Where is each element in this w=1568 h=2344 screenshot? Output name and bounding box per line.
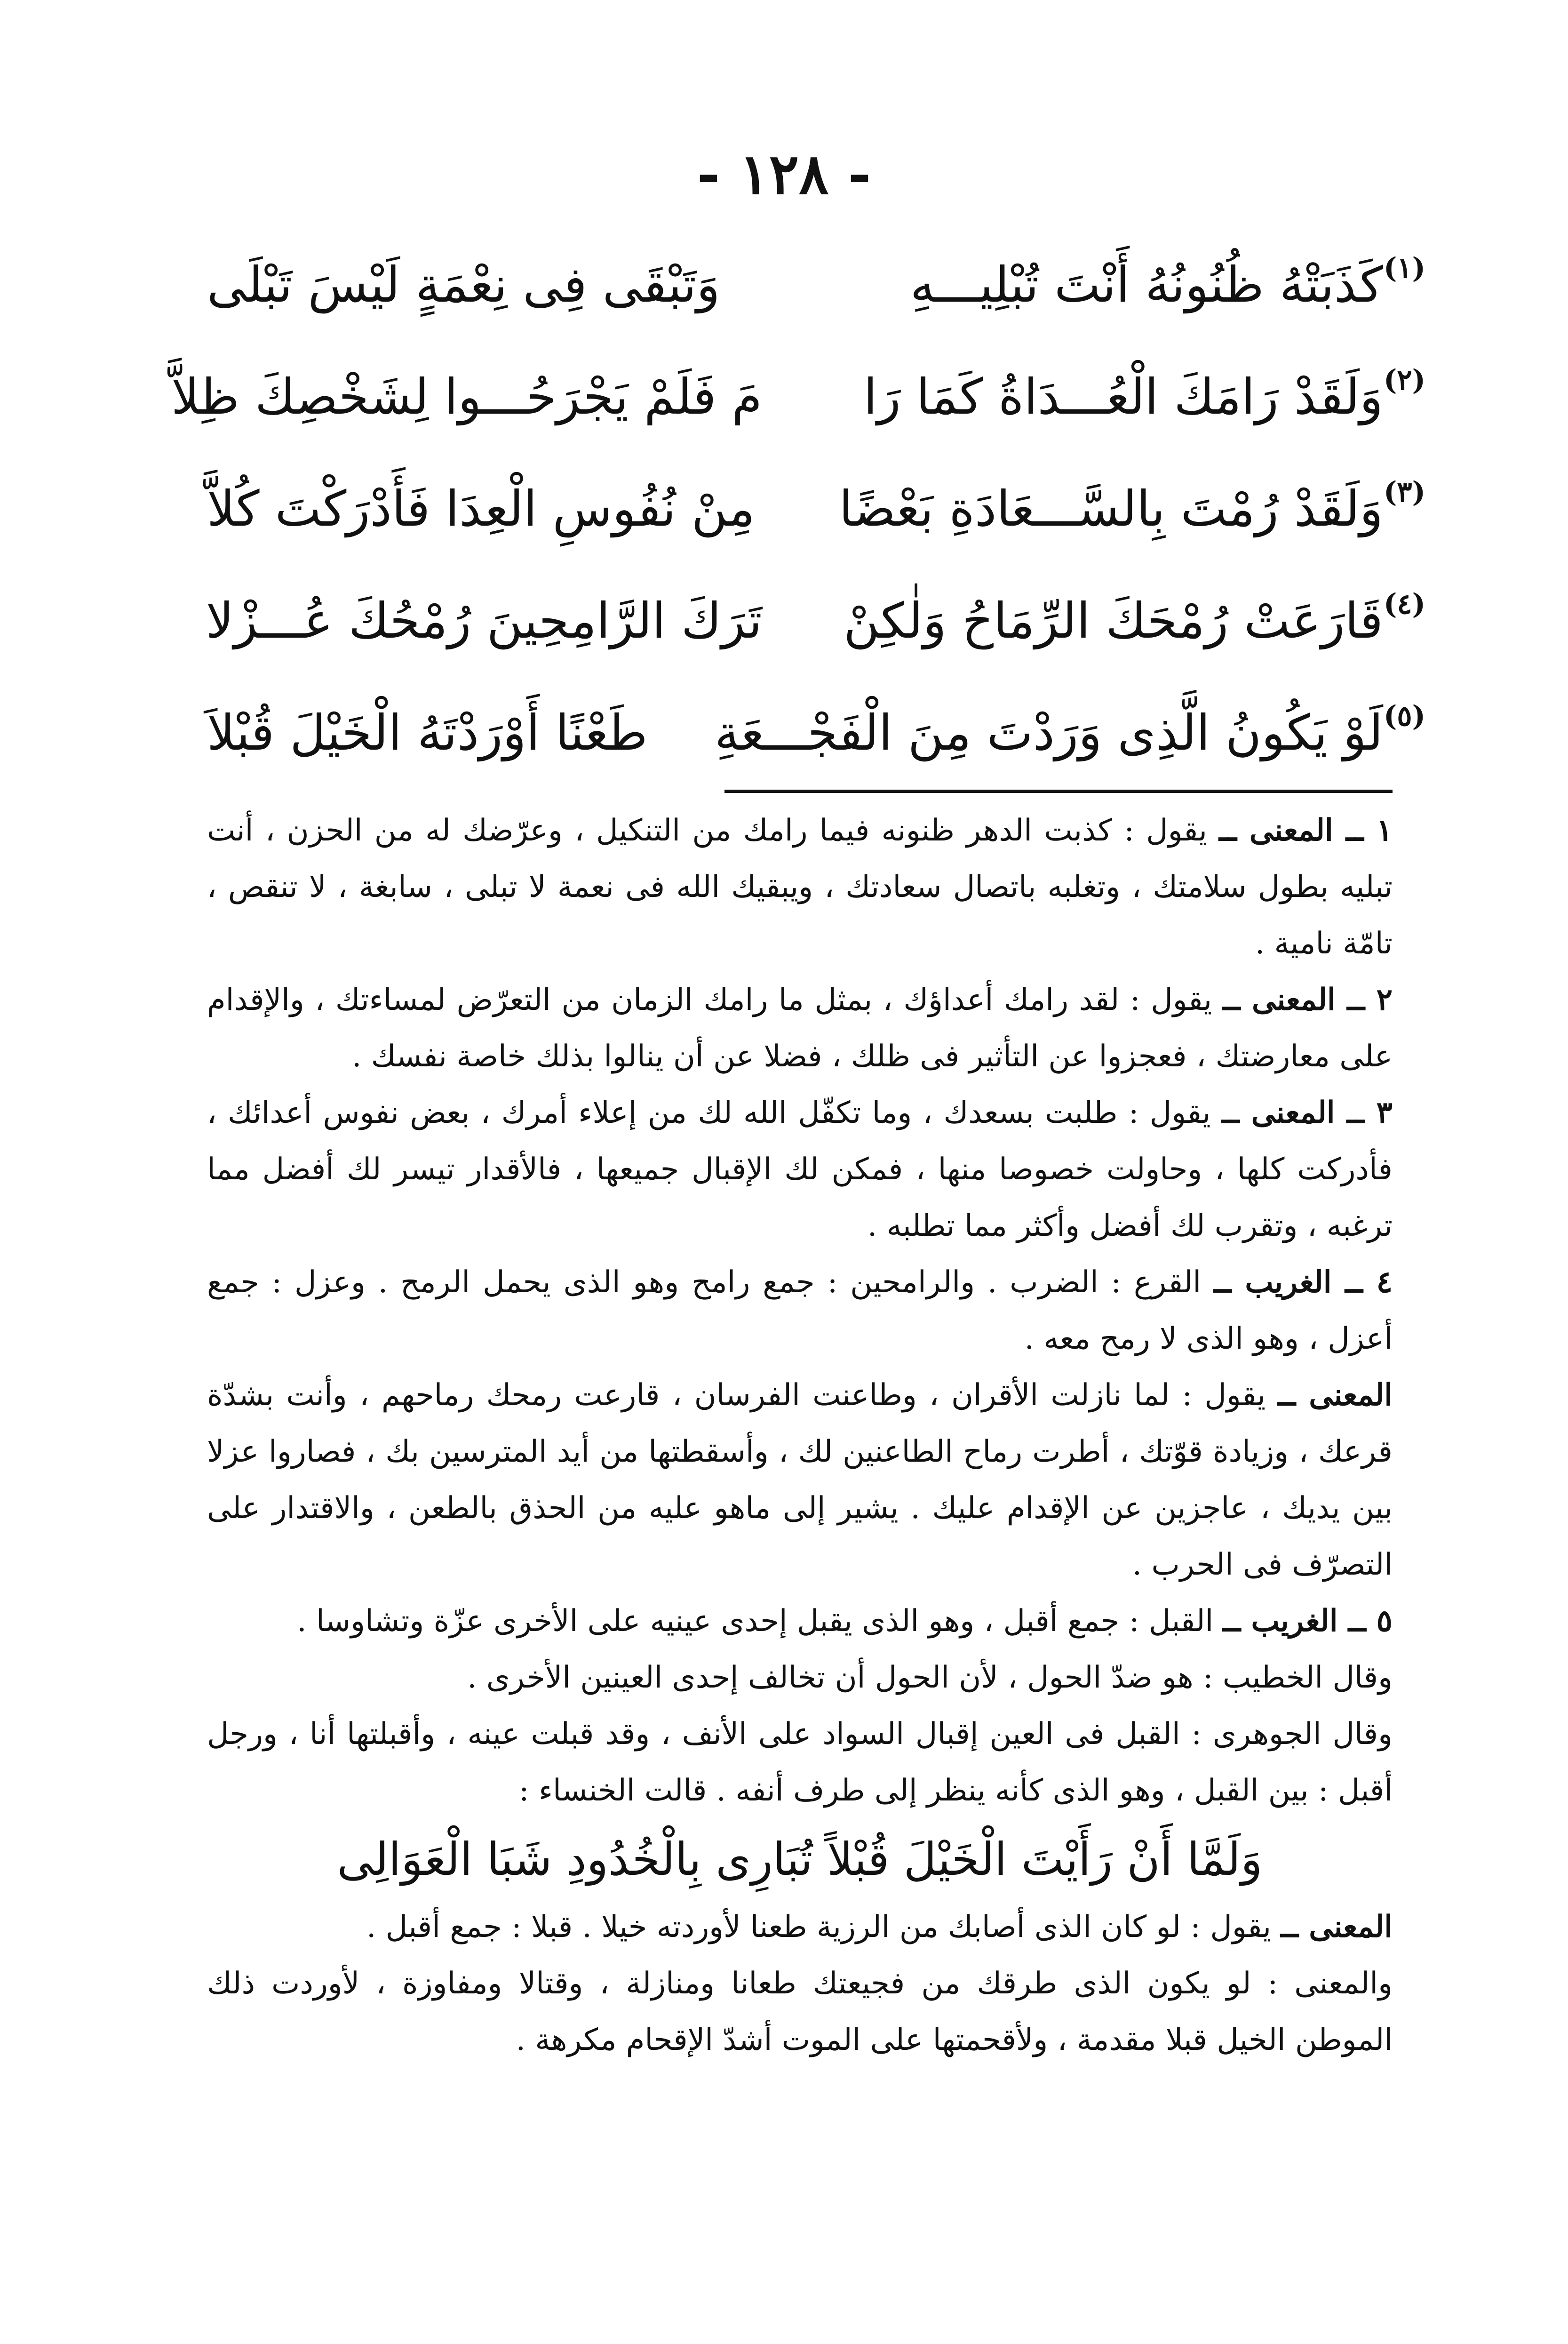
verse bbox=[207, 683, 1425, 795]
verse-first-hemistich: قَارَعَتْ رُمْحَكَ الرِّمَاحُ وَلٰكِنْ bbox=[844, 592, 1383, 649]
footnote-text: القرع : الضرب . والرامحين : جمع رامح وهو الذى يحمل الرمح . وعزل : جمع أعزل ، وهو الذى لا رمح معه . bbox=[207, 1265, 1393, 1356]
footnote-marker: (٥) bbox=[1383, 700, 1425, 733]
page-number: - ١٢٨ - bbox=[697, 141, 871, 207]
verse-first-hemistich: كَذَبَتْهُ ظُنُونُهُ أَنْتَ تُبْلِيـــهِ bbox=[910, 256, 1383, 313]
footnote-marker: (١) bbox=[1383, 252, 1425, 285]
footnote bbox=[207, 1706, 1393, 1819]
footnote bbox=[207, 1593, 1393, 1649]
footnote bbox=[207, 1899, 1393, 1955]
footnote bbox=[207, 1367, 1393, 1593]
footnote-text: وقال الخطيب : هو ضدّ الحول ، لأن الحول أن تخالف إحدى العينين الأخرى . bbox=[467, 1660, 1393, 1695]
footnote-lead: ٤ ــ الغريب ــ bbox=[1214, 1264, 1393, 1300]
footnote-divider bbox=[724, 790, 1393, 793]
verse bbox=[207, 235, 1425, 347]
verse-second-hemistich: مَ فَلَمْ يَجْرَحُـــوا لِشَخْصِكَ ظِلاَّ bbox=[171, 368, 762, 425]
footnote-marker: (٣) bbox=[1383, 476, 1425, 509]
footnote bbox=[207, 972, 1393, 1085]
footnote bbox=[207, 1254, 1393, 1367]
footnote-text: القبل : جمع أقبل ، وهو الذى يقبل إحدى عينيه على الأخرى عزّة وتشاوسا . bbox=[297, 1604, 1214, 1639]
footnote-lead: المعنى ــ bbox=[1278, 1377, 1393, 1413]
verse-second-hemistich: طَعْنًا أَوْرَدْتَهُ الْخَيْلَ قُبْلاَ bbox=[207, 704, 648, 761]
footnote bbox=[207, 1955, 1393, 2068]
footnote-text: يقول : لما نازلت الأقران ، وطاعنت الفرسان ، قارعت رمحك رماحهم ، وأنت بشدّة قرعك ، وزيادة قوّتك ، أطرت رماح الطاعنين لك ، وأسقطتها من أيد المترسين بك ، فصاروا عزلا بين يديك ، عاجزين عن الإقدام عليك . يشير إلى ماهو عليه من الحذق بالطعن ، والاقتدار على التصرّف فى الحرب . bbox=[207, 1378, 1393, 1582]
footnote-text: والمعنى : لو يكون الذى طرقك من فجيعتك طعانا ومنازلة ، وقتالا ومفاوزة ، لأوردت ذلك الموطن الخيل قبلا مقدمة ، ولأقحمتها على الموت أشدّ الإقحام مكرهة . bbox=[207, 1966, 1393, 2057]
poem bbox=[171, 235, 1425, 795]
footnote-lead: المعنى ــ bbox=[1281, 1909, 1393, 1944]
footnote bbox=[207, 802, 1393, 972]
footnote-lead: ١ ــ المعنى ــ bbox=[1219, 813, 1393, 848]
footnote-text: يقول : لو كان الذى أصابك من الرزية طعنا لأوردته خيلا . قبلا : جمع أقبل . bbox=[366, 1910, 1272, 1944]
quoted-verse: وَلَمَّا أَنْ رَأَيْتَ الْخَيْلَ قُبْلاً تُبَارِى بِالْخُدُودِ شَبَا الْعَوَالِى bbox=[337, 1833, 1263, 1886]
verse-second-hemistich: مِنْ نُفُوسِ الْعِدَا فَأَدْرَكْتَ كُلاَّ bbox=[207, 480, 755, 537]
verse-second-hemistich: تَرَكَ الرَّامِحِينَ رُمْحُكَ عُـــزْلا bbox=[206, 592, 762, 649]
footnote-lead: ٢ ــ المعنى ــ bbox=[1222, 982, 1393, 1017]
verse bbox=[206, 571, 1425, 683]
footnote-text: يقول : كذبت الدهر ظنونه فيما رامك من التنكيل ، وعرّضك له من الحزن ، أنت تبليه بطول سلامتك ، وتغلبه باتصال سعادتك ، ويبقيك الله فى نعمة لا تبلى ، سابغة ، لا تنقص ، تامّة نامية . bbox=[207, 813, 1393, 961]
verse bbox=[171, 347, 1425, 459]
footnote-text: يقول : طلبت بسعدك ، وما تكفّل الله لك من إعلاء أمرك ، بعض نفوس أعدائك ، فأدركت كلها ، وحاولت خصوصا منها ، فمكن لك الإقبال جميعها ، فالأقدار تيسر لك أفضل مما ترغبه ، وتقرب لك أفضل وأكثر مما تطلبه . bbox=[207, 1096, 1393, 1243]
footnote-text: يقول : لقد رامك أعداؤك ، بمثل ما رامك الزمان من التعرّض لمساءتك ، والإقدام على معارضتك ، فعجزوا عن التأثير فى ظلك ، فضلا عن أن ينالوا بذلك خاصة نفسك . bbox=[207, 983, 1393, 1074]
verse-second-hemistich: وَتَبْقَى فِى نِعْمَةٍ لَيْسَ تَبْلَى bbox=[207, 256, 720, 313]
footnote-text: وقال الجوهرى : القبل فى العين إقبال السواد على الأنف ، وقد قبلت عينه ، وأقبلتها أنا ، ورجل أقبل : بين القبل ، وهو الذى كأنه ينظر إلى طرف أنفه . قالت الخنساء : bbox=[207, 1717, 1393, 1808]
footnotes bbox=[207, 802, 1393, 2068]
footnote-marker: (٤) bbox=[1383, 588, 1425, 621]
footnote-lead: ٣ ــ المعنى ــ bbox=[1221, 1095, 1393, 1130]
footnote-marker: (٢) bbox=[1383, 364, 1425, 397]
footnote-lead: ٥ ــ الغريب ــ bbox=[1223, 1603, 1393, 1639]
footnote bbox=[207, 1085, 1393, 1254]
verse-first-hemistich: وَلَقَدْ رُمْتَ بِالسَّـــعَادَةِ بَعْضًا bbox=[839, 480, 1383, 537]
verse bbox=[207, 459, 1425, 571]
verse-first-hemistich: لَوْ يَكُونُ الَّذِى وَرَدْتَ مِنَ الْفَجْـــعَةِ bbox=[715, 704, 1383, 761]
footnote bbox=[207, 1649, 1393, 1706]
verse-first-hemistich: وَلَقَدْ رَامَكَ الْعُـــدَاةُ كَمَا رَا bbox=[863, 368, 1383, 425]
